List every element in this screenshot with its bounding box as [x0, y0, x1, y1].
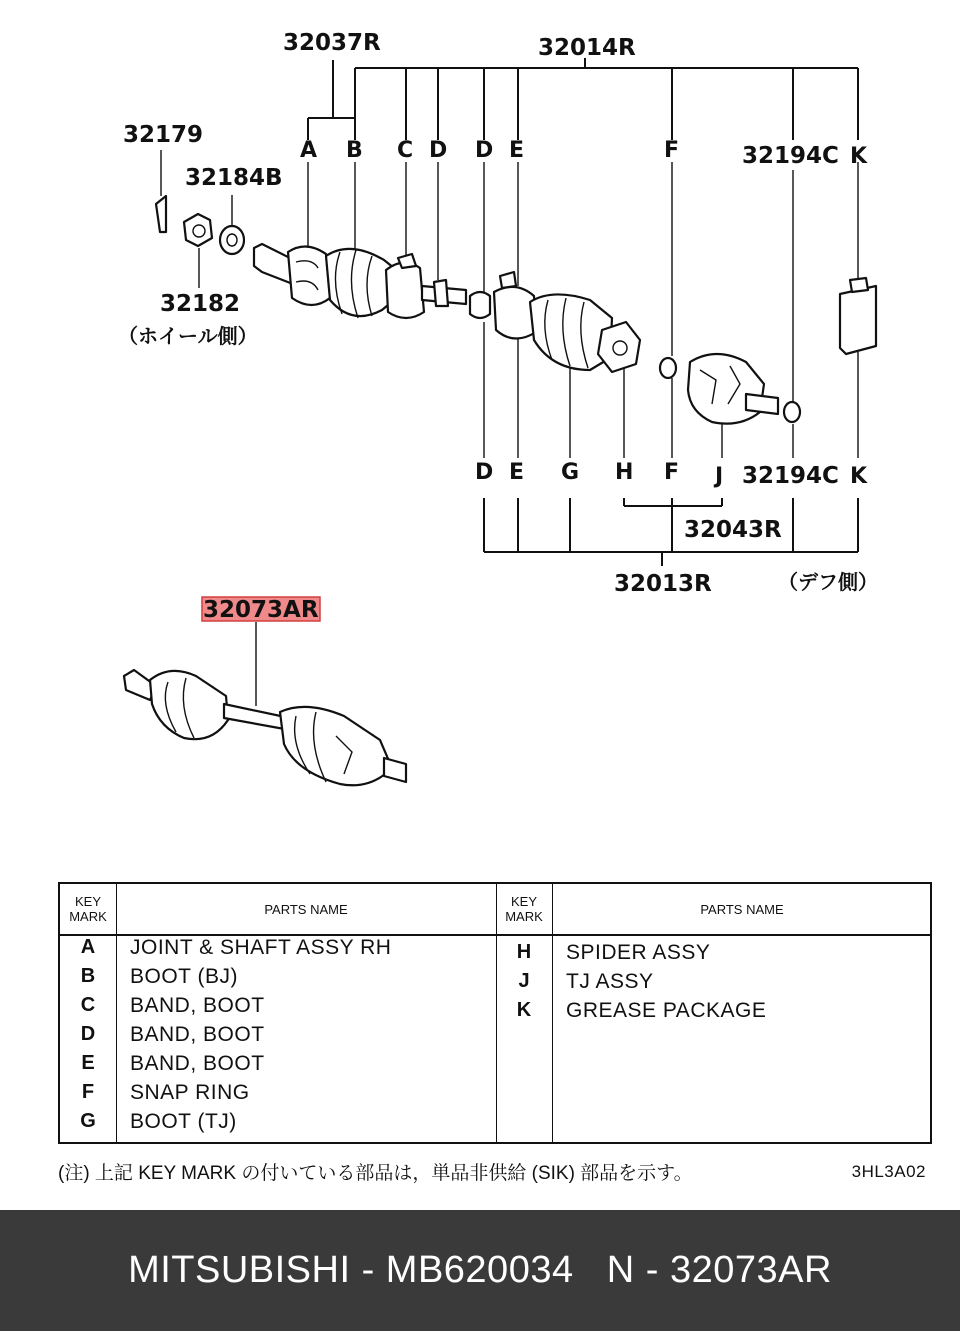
callout-32182: 32182: [160, 291, 241, 317]
right-row-name: GREASE PACKAGE: [566, 999, 767, 1022]
grease-package-part: [840, 278, 876, 354]
mark-b-top: B: [346, 138, 363, 163]
spider-assy-part: [598, 322, 640, 372]
left-row-key: F: [81, 1081, 95, 1103]
washer-part: [220, 195, 244, 254]
mark-d-bottom: D: [475, 460, 494, 485]
mark-g-bottom: G: [561, 460, 580, 485]
callout-32194C-top: 32194C: [742, 143, 839, 169]
mark-f-bottom: F: [664, 460, 680, 485]
tj-assy-part: [688, 354, 778, 424]
callout-32194C-bottom: 32194C: [742, 463, 839, 489]
left-row-key: G: [80, 1110, 96, 1132]
left-row-name: BAND, BOOT: [130, 1052, 265, 1075]
left-row-name: BOOT (TJ): [130, 1110, 237, 1133]
header-parts-name-left: PARTS NAME: [264, 901, 348, 917]
left-row-key: D: [80, 1023, 96, 1045]
band-c-part: [386, 254, 424, 318]
left-row-key: A: [80, 936, 96, 958]
mark-f-top: F: [664, 138, 680, 163]
wheel-side-label: （ホイール側）: [118, 324, 258, 348]
left-row-key: E: [81, 1052, 95, 1074]
callout-32073AR: 32073AR: [203, 597, 319, 623]
right-row-name: SPIDER ASSY: [566, 941, 711, 964]
right-row-name: TJ ASSY: [566, 970, 654, 993]
snap-ring-part: [660, 358, 676, 378]
parts-table: [58, 882, 932, 1144]
mark-a-top: A: [300, 138, 318, 163]
callout-32014R: 32014R: [538, 35, 636, 61]
mark-d-top-2: D: [475, 138, 494, 163]
left-row-name: JOINT & SHAFT ASSY RH: [130, 936, 392, 959]
callout-32179: 32179: [123, 122, 204, 148]
mark-k-top: K: [850, 144, 868, 169]
bj-joint-part: [254, 244, 330, 305]
callout-32037R: 32037R: [283, 30, 381, 56]
right-row-key: H: [516, 941, 532, 963]
header-key-mark-right: KEY MARK: [505, 894, 543, 924]
mark-c-top: C: [397, 138, 414, 163]
castle-nut-part: [184, 214, 212, 288]
assembled-drive-shaft: [124, 670, 406, 785]
callout-32013R: 32013R: [614, 571, 712, 597]
cotter-pin-part: [156, 150, 166, 232]
right-row-key: J: [518, 970, 530, 992]
band-d-part: [470, 292, 490, 318]
mark-j-bottom: J: [715, 464, 724, 489]
mark-d-top-1: D: [429, 138, 448, 163]
footer-bar: [0, 1210, 960, 1331]
mark-e-bottom: E: [509, 460, 525, 485]
header-parts-name-right: PARTS NAME: [700, 901, 784, 917]
mark-k-bottom: K: [850, 464, 868, 489]
left-row-name: BOOT (BJ): [130, 965, 238, 988]
shaft-part: [422, 280, 466, 306]
tj-ring-part: [784, 402, 800, 422]
callout-32043R: 32043R: [684, 517, 782, 543]
mark-h-bottom: H: [615, 460, 634, 485]
left-row-name: BAND, BOOT: [130, 1023, 265, 1046]
callout-32184B: 32184B: [185, 165, 283, 191]
boot-bj-part: [326, 249, 394, 318]
diff-side-label: （デフ側）: [778, 570, 878, 594]
drawing-code: 3HL3A02: [851, 1162, 926, 1181]
footer-part-number: MITSUBISHI - MB620034 N - 32073AR: [128, 1249, 832, 1291]
footnote: (注) 上記 KEY MARK の付いている部品は，単品非供給 (SIK) 部品を示す。: [58, 1163, 693, 1184]
left-row-name: BAND, BOOT: [130, 994, 265, 1017]
boot-tj-part: [530, 294, 612, 370]
left-row-key: C: [80, 994, 96, 1016]
left-row-key: B: [80, 965, 96, 987]
mark-e-top: E: [509, 138, 525, 163]
right-row-key: K: [516, 999, 532, 1021]
left-row-name: SNAP RING: [130, 1081, 250, 1104]
header-key-mark-left: KEY MARK: [69, 894, 107, 924]
